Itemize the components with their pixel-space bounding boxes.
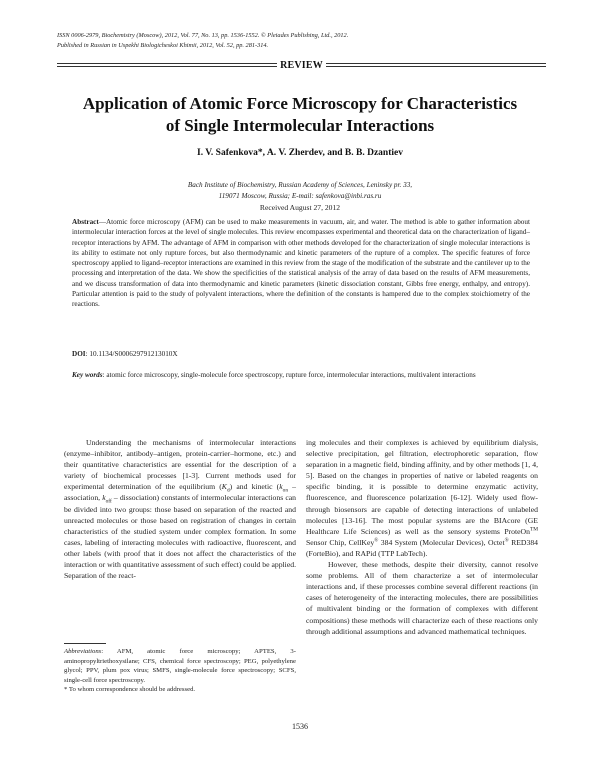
abstract-text: —Atomic force microscopy (AFM) can be used to make measurements in vacuum, air, and water. The method is able to gather information about intermolecular interaction forces at the level of single molecules. This review encompasses experimental and theoretical data on the characterization of ligand–receptor interactions by AFM. The advantage of AFM in comparison with other methods developed for the characterization of single molecular interactions is its ability to estimate not only rupture forces, but also thermodynamic and kinetic parameters of the rupture of a complex. The specific features of force spectroscopy applied to ligand–receptor interactions are examined in this review from the stage of the modification of the substrate and the cantilever up to the processing and interpretation of the data. We show the specificities of the statistical analysis of the array of data based on the results of AFM measurements, and we discuss transformation of data into thermodynamic and kinetic parameters (kinetic dissociation constant, Gibbs free energy, enthalpy, and entropy). Particular attention is paid to the study of polyvalent interactions, where the definition of the constants is hampered due to the complex stoichiometry of the reactions.: [72, 218, 530, 309]
affiliation-line-2: 119071 Moscow, Russia; E-mail: safenkova@inbi.ras.ru: [218, 191, 382, 200]
affiliation: [0, 180, 600, 201]
footnote-divider: [64, 643, 106, 644]
title-line-2: of Single Intermolecular Interactions: [165, 116, 435, 135]
section-banner: [57, 60, 546, 70]
paragraph: However, these methods, despite their diversity, cannot resolve some problems. All of them characterize a set of intermolecular interactions and, if these processes combine several different reactions (in cases of heterogeneity of the interacting molecules, there are possibilities of multivalent binding or the formation of complexes with different compositions) these methods will characterize each of these reactions only through additional assumptions and advanced mathematical techniques.: [306, 560, 538, 636]
keywords-value: : atomic force microscopy, single-molecule force spectroscopy, rupture force, intermolecular interactions, multivalent interactions: [102, 371, 476, 379]
journal-header: [57, 31, 348, 50]
abbreviations-note: Abbreviations: AFM, atomic force microscopy; APTES, 3-aminopropyltriethoxysilane; CFS, chemical force spectroscopy; PEG, polyethylene glycol; PPV, plum pox virus; SMFS, single-molecule force spectroscopy; SCFS, single-cell force spectroscopy.: [64, 648, 296, 684]
abstract: [72, 217, 530, 310]
paragraph: ing molecules and their complexes is achieved by equilibrium dialysis, selective precipitation, gel filtration, electrophoretic separation, flow separation in a magnetic field, binding affinity, and by other methods [1, 4, 5]. Based on the changes in properties of native or labeled reagents on specific binding, it is possible to determine enzymatic activity, fluorescence, and fluorescence polarization [6-12]. Widely used flow-through biosensors are capable of detecting interactions of unlabeled molecules [13-16]. The most popular systems are the BIAcore (GE Healthcare Life Sciences) as well as the sensory systems ProteOn™ Sensor Chip, CellKey® 384 System (Molecular Devices), Octet® RED384 (ForteBio), and RAPid (TTP LabTech).: [306, 438, 539, 558]
section-label: REVIEW: [280, 59, 323, 71]
affiliation-line-1: Bach Institute of Biochemistry, Russian Academy of Sciences, Leninsky pr. 33,: [187, 181, 413, 189]
paragraph: Understanding the mechanisms of intermolecular interactions (enzyme–inhibitor, antibody–antigen, protein-carrier–hormone, etc.) and their quantitative characteristics are essential for the description of a variety of biochemical processes [1-3]. Current methods used for experimental determination of the equilibrium $(K_d)$ and kinetic ($k_{on}$ – association, $k_{off}$ – dissociation) constants of intermolecular interactions can be divided into two groups: those based on separation of the reacted and unreacted molecules or those based on registration of changes in certain characteristics of the studied system under complex formation. In some cases, labeling of interacting molecules with radioactive, fluorescent, and other labels (with proof that it does not affect the characteristics of the interaction or with quantitative assessment of such effect) could be applied. Separation of the react-: [64, 438, 297, 581]
doi-value[interactable]: : 10.1134/S000629791213010X: [85, 350, 178, 358]
title-line-1: Application of Atomic Force Microscopy for Characteristics: [82, 94, 518, 113]
keywords-label: Key words: [72, 371, 103, 379]
russian-publication-line: Published in Russian in Uspekhi Biologicheskoi Khimii, 2012, Vol. 52, pp. 281-314.: [57, 41, 269, 49]
page-number: 1536: [292, 722, 308, 731]
author-list: I. V. Safenkova*, A. V. Zherdev, and B. B. Dzantiev: [197, 148, 403, 158]
doi: [72, 350, 178, 358]
received-date: Received August 27, 2012: [259, 203, 341, 212]
abstract-label: Abstract: [72, 218, 99, 226]
double-rule-left: [57, 63, 277, 67]
body-column-left: [64, 437, 296, 581]
keywords: [72, 370, 530, 380]
correspondence-note: * To whom correspondence should be addressed.: [64, 686, 196, 694]
double-rule-right: [326, 63, 546, 67]
journal-citation-line: ISSN 0006-2979, Biochemistry (Moscow), 2012, Vol. 77, No. 13, pp. 1536-1552. © Pleiades Publishing, Ltd., 2012.: [57, 32, 349, 39]
article-title: [0, 93, 600, 137]
doi-label: DOI: [72, 350, 86, 358]
footnotes: [64, 647, 296, 695]
body-column-right: [306, 437, 538, 637]
